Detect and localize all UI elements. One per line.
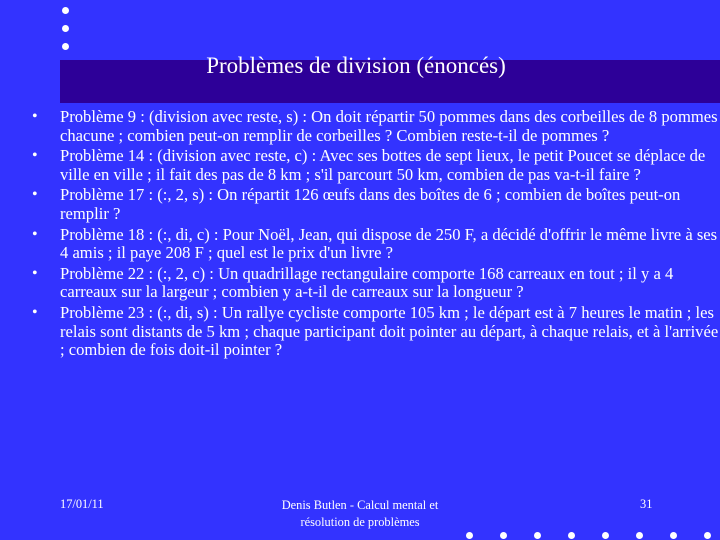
decorative-dot [534,532,541,539]
list-item [32,263,720,302]
bullet-list [32,107,720,362]
bullet-text: Problème 22 : (:, 2, c) : Un quadrillage rectangulaire comporte 168 carreaux en tout ; il y a 4 carreaux sur la largeur ; combien y a-t-il de carreaux sur la longueur ? [60,263,674,302]
decorative-dot [62,7,69,14]
footer-date: 17/01/11 [60,497,104,511]
decorative-dot [568,532,575,539]
list-item [32,224,720,263]
bullet-icon: • [32,303,38,321]
slide-title: Problèmes de division (énoncés) [206,53,506,78]
bullet-icon: • [32,225,38,243]
bullet-text: Problème 18 : (:, di, c) : Pour Noël, Jean, qui dispose de 250 F, a décidé d'offrir le même livre à ses 4 amis ; il paye 208 F ; quel est le prix d'un livre ? [60,224,718,263]
bullet-text: Problème 14 : (division avec reste, c) : Avec ses bottes de sept lieux, le petit Poucet se déplace de ville en ville ; il fait des pas de 8 km ; s'il parcourt 50 km, combien de pas va-t-il faire ? [60,146,706,184]
decorative-dot [466,532,473,539]
bullet-text: Problème 17 : (:, 2, s) : On répartit 126 œufs dans des boîtes de 6 ; combien de boîtes peut-on remplir ? [60,185,681,223]
decorative-dot [636,532,643,539]
page-number: 31 [640,497,653,511]
decorative-dot [602,532,609,539]
decorative-dot [704,532,711,539]
bullet-icon: • [32,186,38,204]
bullet-icon: • [32,108,38,125]
list-item [32,185,720,223]
list-item [32,107,720,145]
bullet-text: Problème 23 : (:, di, s) : Un rallye cycliste comporte 105 km ; le départ est à 7 heures le matin ; les relais sont distants de 5 km ; chaque participant doit pointer au départ, à chaque relais, et à l'arrivée ; combien de fois doit-il pointer ? [60,302,719,360]
footer-author: Denis Butlen - Calcul mental et résolution de problèmes [281,498,439,529]
decorative-dot [500,532,507,539]
decorative-dot [62,25,69,32]
decorative-dot [62,43,69,50]
decorative-dot [670,532,677,539]
bullet-icon: • [32,147,38,165]
list-item [32,146,720,184]
bullet-text: Problème 9 : (division avec reste, s) : On doit répartir 50 pommes dans des corbeilles de 8 pommes chacune ; combien peut-on remplir de corbeilles ? Combien reste-t-il de pommes ? [60,107,718,145]
list-item [32,302,720,360]
bullet-icon: • [32,264,38,282]
